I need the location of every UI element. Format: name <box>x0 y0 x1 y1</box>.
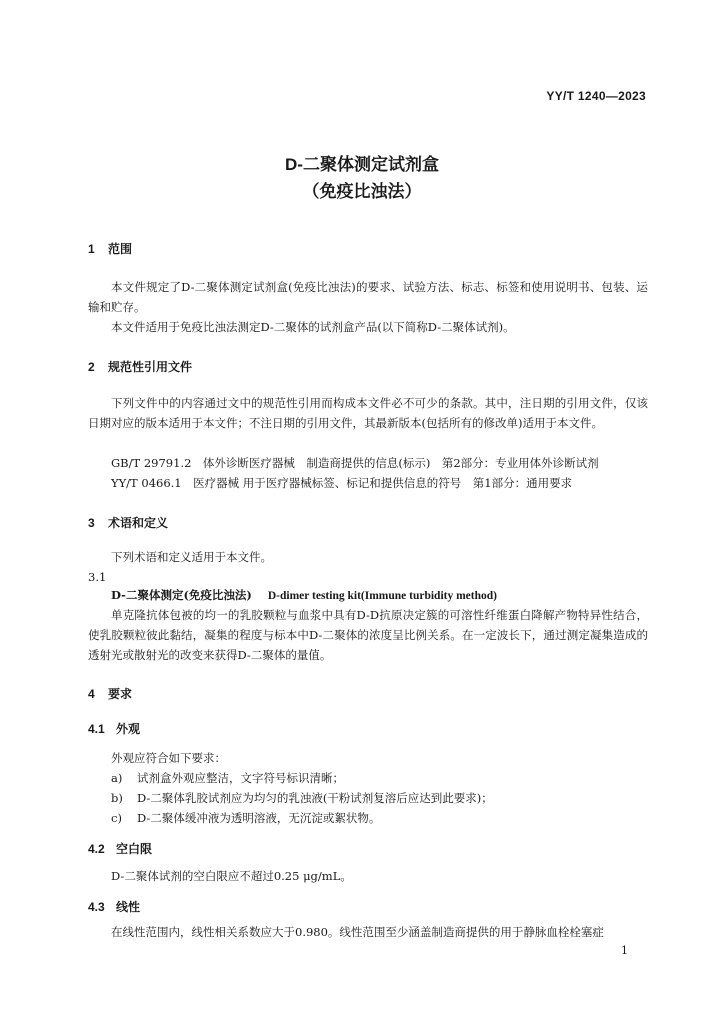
list-text: D-二聚体缓冲液为透明溶液，无沉淀或絮状物。 <box>137 811 381 825</box>
subsection-4-3-heading <box>88 898 140 915</box>
list-item-b <box>111 788 493 808</box>
subsection-title: 外观 <box>116 722 141 736</box>
subsection-title: 空白限 <box>116 842 153 856</box>
section-number: 1 <box>88 242 95 256</box>
section-4-heading <box>88 685 132 702</box>
list-label: b) <box>111 791 123 805</box>
standard-number: YY/T 1240—2023 <box>546 89 646 103</box>
reference-gb-t-29791-2: GB/T 29791.2 体外诊断医疗器械 制造商提供的信息(标示) 第2部分：专业用体外诊断试剂 <box>111 456 599 470</box>
term-title <box>111 587 497 603</box>
appearance-intro: 外观应符合如下要求： <box>111 751 226 765</box>
section-3-intro: 下列术语和定义适用于本文件。 <box>111 550 272 564</box>
section-number: 2 <box>88 360 95 374</box>
term-definition: 单克隆抗体包被的均一的乳胶颗粒与血浆中具有D-D抗原决定簇的可溶性纤维蛋白降解产物特异性结合，使乳胶颗粒彼此黏结，凝集的程度与标本中D-二聚体的浓度呈比例关系。在一定波长下，通过测定凝集造成的透射光或散射光的改变来获得D-二聚体的量值。 <box>88 608 648 662</box>
reference-yy-t-0466-1: YY/T 0466.1 医疗器械 用于医疗器械标签、标记和提供信息的符号 第1部分：通用要求 <box>111 476 573 490</box>
section-title: 要求 <box>108 687 133 701</box>
section-3-heading <box>88 514 168 531</box>
list-label: a) <box>111 771 123 785</box>
subsection-title: 线性 <box>116 900 141 914</box>
subsection-number: 4.2 <box>88 842 105 856</box>
list-text: 试剂盒外观应整洁，文字符号标识清晰； <box>137 771 344 785</box>
page-number: 1 <box>621 944 628 957</box>
subsection-number: 4.3 <box>88 900 105 914</box>
subsection-4-1-heading <box>88 720 140 737</box>
list-item-c <box>111 808 380 828</box>
section-title: 范围 <box>108 242 133 256</box>
section-number: 3 <box>88 516 95 530</box>
term-english: D-dimer testing kit(Immune turbidity method) <box>267 590 497 602</box>
subsection-number: 4.1 <box>88 722 105 736</box>
section-1-paragraph-1: 本文件规定了D-二聚体测定试剂盒(免疫比浊法)的要求、试验方法、标志、标签和使用说明书、包装、运输和贮存。 <box>88 280 648 314</box>
section-1-heading <box>88 240 132 257</box>
document-title: D-二聚体测定试剂盒 <box>285 155 439 174</box>
blank-limit-text: D-二聚体试剂的空白限应不超过0.25 μg/mL。 <box>111 869 352 883</box>
subsection-4-2-heading <box>88 840 152 857</box>
section-title: 术语和定义 <box>108 516 169 530</box>
term-number: 3.1 <box>88 570 107 584</box>
section-number: 4 <box>88 687 95 701</box>
term-chinese: D-二聚体测定(免疫比浊法) <box>111 588 252 602</box>
linearity-text: 在线性范围内，线性相关系数应大于0.980。线性范围至少涵盖制造商提供的用于静脉血栓栓塞症 <box>111 925 604 939</box>
list-item-a <box>111 768 344 788</box>
section-2-heading <box>88 358 192 375</box>
section-title: 规范性引用文件 <box>108 360 193 374</box>
section-1-paragraph-2: 本文件适用于免疫比浊法测定D-二聚体的试剂盒产品(以下简称D-二聚体试剂)。 <box>111 320 515 334</box>
section-2-paragraph: 下列文件中的内容通过文中的规范性引用而构成本文件必不可少的条款。其中，注日期的引用文件，仅该日期对应的版本适用于本文件；不注日期的引用文件，其最新版本(包括所有的修改单)适用于本文件。 <box>88 396 648 430</box>
list-text: D-二聚体乳胶试剂应为均匀的乳浊液(干粉试剂复溶后应达到此要求)； <box>137 791 493 805</box>
document-subtitle: （免疫比浊法） <box>302 182 422 201</box>
list-label: c) <box>111 811 122 825</box>
